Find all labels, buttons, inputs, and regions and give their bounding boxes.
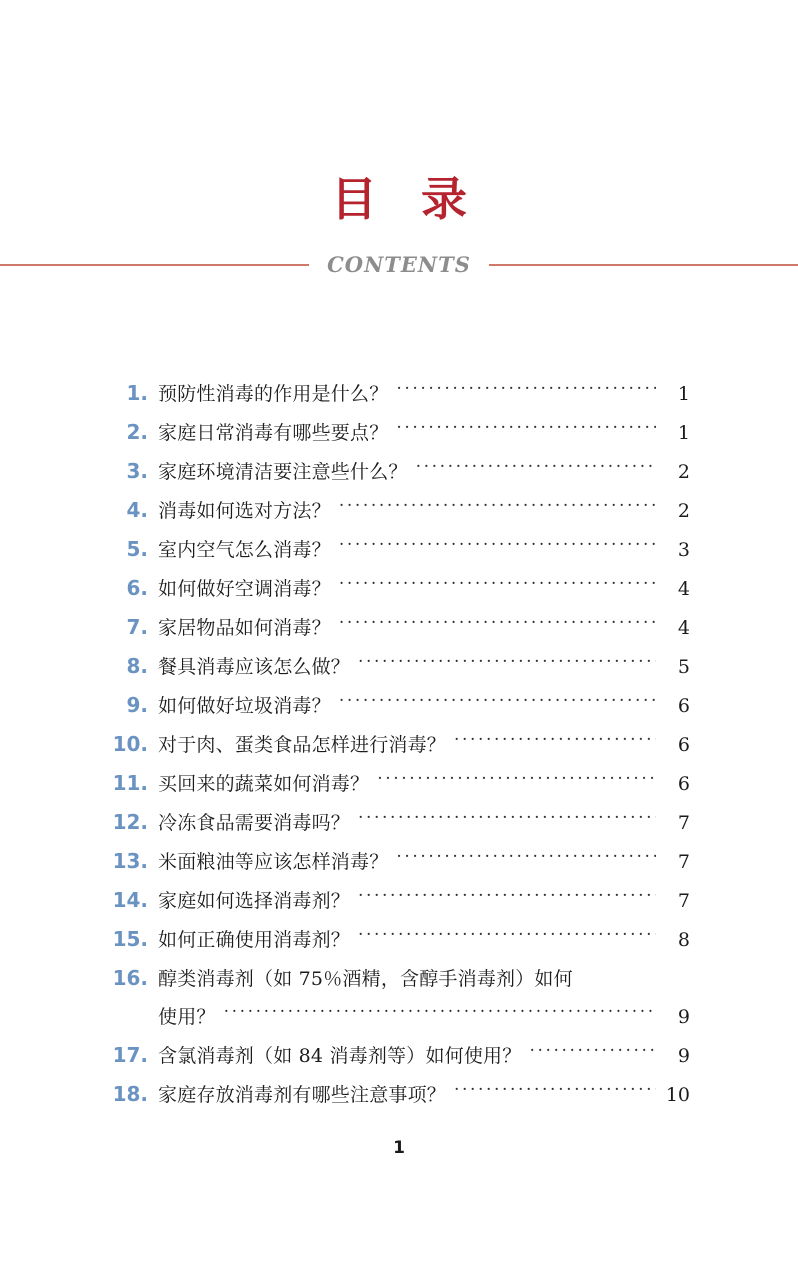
dot-leader: [377, 774, 656, 790]
contents-subtitle: CONTENTS: [327, 252, 471, 277]
divider-line-left: [0, 264, 309, 266]
toc-entry-label[interactable]: 消毒如何选对方法？: [158, 500, 331, 522]
toc-entry-page: 4: [677, 617, 690, 639]
dot-leader: [339, 579, 656, 595]
toc-entry-body: [148, 570, 690, 608]
toc-entry-line: [158, 1076, 690, 1114]
toc-entry-number: 17.: [112, 1043, 148, 1067]
toc-entry-label[interactable]: 如何正确使用消毒剂？: [158, 929, 351, 951]
toc-list: [108, 374, 690, 1114]
toc-entry-body: [148, 921, 690, 959]
toc-entry-number: 16.: [112, 966, 148, 990]
toc-entry-page: 5: [677, 656, 690, 678]
toc-entry-number: 2.: [126, 420, 148, 444]
dot-leader: [358, 813, 656, 829]
toc-entry-label[interactable]: 家庭环境清洁要注意些什么？: [158, 461, 408, 483]
dot-leader: [416, 462, 656, 478]
toc-entry-body: [148, 1037, 690, 1075]
toc-entry-body: [148, 609, 690, 647]
contents-divider: [0, 250, 798, 280]
toc-entry-label[interactable]: 家居物品如何消毒？: [158, 617, 331, 639]
dot-leader: [396, 852, 656, 868]
dot-leader: [454, 735, 656, 751]
toc-entry-page: 7: [677, 890, 690, 912]
toc-entry-page: 7: [677, 812, 690, 834]
page-title: 目 录: [330, 172, 481, 226]
toc-entry-line: [158, 687, 690, 725]
toc-entry[interactable]: [108, 842, 690, 881]
toc-entry-line: [158, 492, 690, 530]
toc-entry-page: 9: [677, 1006, 690, 1028]
toc-entry[interactable]: [108, 530, 690, 569]
toc-entry[interactable]: [108, 803, 690, 842]
toc-entry-page: 10: [665, 1084, 690, 1106]
toc-entry-number: 4.: [126, 498, 148, 522]
toc-entry-body: [148, 1076, 690, 1114]
page-footer: [0, 1138, 798, 1158]
toc-header: [0, 0, 798, 300]
toc-entry-line: [158, 609, 690, 647]
toc-entry-body: [148, 492, 690, 530]
toc-entry-label[interactable]: 家庭如何选择消毒剂？: [158, 890, 351, 912]
toc-entry-page: 6: [677, 734, 690, 756]
toc-entry-page: 6: [677, 695, 690, 717]
toc-entry-line: [158, 998, 690, 1036]
toc-entry-body: [148, 414, 690, 452]
toc-entry-label[interactable]: 预防性消毒的作用是什么？: [158, 383, 389, 405]
toc-entry-number: 9.: [126, 693, 148, 717]
toc-entry[interactable]: [108, 374, 690, 413]
toc-entry[interactable]: [108, 959, 690, 1036]
toc-entry-label[interactable]: 醇类消毒剂（如 75％酒精，含醇手消毒剂）如何: [158, 968, 573, 990]
toc-entry-number: 7.: [126, 615, 148, 639]
dot-leader: [339, 696, 656, 712]
toc-entry[interactable]: [108, 1075, 690, 1114]
toc-entry-page: 2: [677, 500, 690, 522]
toc-entry-label[interactable]: 买回来的蔬菜如何消毒？: [158, 773, 370, 795]
toc-entry-body: [148, 726, 690, 764]
toc-entry-label[interactable]: 对于肉、蛋类食品怎样进行消毒？: [158, 734, 447, 756]
toc-entry-body: [148, 648, 690, 686]
toc-entry-body: [148, 687, 690, 725]
dot-leader: [358, 891, 656, 907]
divider-line-right: [489, 264, 798, 266]
toc-entry-page: 4: [677, 578, 690, 600]
toc-entry-label[interactable]: 如何做好空调消毒？: [158, 578, 331, 600]
toc-entry-body: [148, 531, 690, 569]
toc-entry-line: [158, 726, 690, 764]
toc-entry-number: 10.: [112, 732, 148, 756]
toc-entry[interactable]: [108, 1036, 690, 1075]
toc-entry-page: 1: [677, 383, 690, 405]
toc-entry-label[interactable]: 室内空气怎么消毒？: [158, 539, 331, 561]
page-number: 1: [393, 1138, 405, 1158]
dot-leader: [396, 384, 656, 400]
toc-entry-number: 13.: [112, 849, 148, 873]
toc-entry-line: [158, 375, 690, 413]
toc-entry-page: 1: [677, 422, 690, 444]
toc-entry[interactable]: [108, 725, 690, 764]
toc-entry[interactable]: [108, 881, 690, 920]
toc-entry-number: 14.: [112, 888, 148, 912]
dot-leader: [396, 423, 656, 439]
toc-entry-number: 3.: [126, 459, 148, 483]
toc-entry-page: 8: [677, 929, 690, 951]
toc-entry-page: 6: [677, 773, 690, 795]
toc-entry-body: [148, 843, 690, 881]
toc-entry[interactable]: [108, 413, 690, 452]
toc-entry-line: [158, 414, 690, 452]
toc-entry-number: 18.: [112, 1082, 148, 1106]
toc-entry-body: [148, 765, 690, 803]
dot-leader: [339, 501, 656, 517]
toc-entry-number: 8.: [126, 654, 148, 678]
dot-leader: [454, 1085, 656, 1101]
toc-entry-line: [158, 960, 690, 998]
toc-entry-page: 9: [677, 1045, 690, 1067]
toc-entry-line: [158, 882, 690, 920]
toc-entry[interactable]: [108, 686, 690, 725]
toc-entry-number: 1.: [126, 381, 148, 405]
toc-entry-line: [158, 765, 690, 803]
dot-leader: [529, 1046, 656, 1062]
toc-entry-body: [148, 882, 690, 920]
toc-entry-line: [158, 648, 690, 686]
dot-leader: [339, 618, 656, 634]
toc-entry[interactable]: [108, 569, 690, 608]
toc-entry[interactable]: [108, 647, 690, 686]
toc-entry-line: [158, 843, 690, 881]
dot-leader: [224, 1007, 656, 1023]
toc-entry-body: [148, 453, 690, 491]
toc-entry[interactable]: [108, 764, 690, 803]
toc-entry-number: 5.: [126, 537, 148, 561]
dot-leader: [358, 657, 656, 673]
toc-entry-label[interactable]: 冷冻食品需要消毒吗？: [158, 812, 351, 834]
toc-entry[interactable]: [108, 452, 690, 491]
toc-entry-body: [148, 375, 690, 413]
toc-entry-label[interactable]: 家庭存放消毒剂有哪些注意事项？: [158, 1084, 447, 1106]
toc-entry-page: 2: [677, 461, 690, 483]
toc-entry[interactable]: [108, 491, 690, 530]
dot-leader: [339, 540, 656, 556]
toc-entry-label[interactable]: 含氯消毒剂（如 84 消毒剂等）如何使用？: [158, 1045, 522, 1067]
toc-entry-label[interactable]: 如何做好垃圾消毒？: [158, 695, 331, 717]
toc-entry-line: [158, 570, 690, 608]
toc-entry[interactable]: [108, 920, 690, 959]
toc-entry-label[interactable]: 米面粮油等应该怎样消毒？: [158, 851, 389, 873]
toc-entry[interactable]: [108, 608, 690, 647]
toc-entry-line: [158, 1037, 690, 1075]
toc-entry-body: [148, 804, 690, 842]
toc-entry-number: 12.: [112, 810, 148, 834]
toc-entry-page: 7: [677, 851, 690, 873]
toc-entry-label[interactable]: 使用？: [158, 1006, 216, 1028]
toc-entry-line: [158, 531, 690, 569]
toc-entry-page: 3: [677, 539, 690, 561]
toc-entry-line: [158, 921, 690, 959]
toc-entry-line: [158, 453, 690, 491]
toc-entry-line: [158, 804, 690, 842]
dot-leader: [358, 930, 656, 946]
toc-entry-label[interactable]: 餐具消毒应该怎么做？: [158, 656, 351, 678]
toc-entry-number: 15.: [112, 927, 148, 951]
toc-entry-number: 6.: [126, 576, 148, 600]
toc-entry-body: [148, 960, 690, 1036]
toc-entry-number: 11.: [112, 771, 148, 795]
toc-entry-label[interactable]: 家庭日常消毒有哪些要点？: [158, 422, 389, 444]
